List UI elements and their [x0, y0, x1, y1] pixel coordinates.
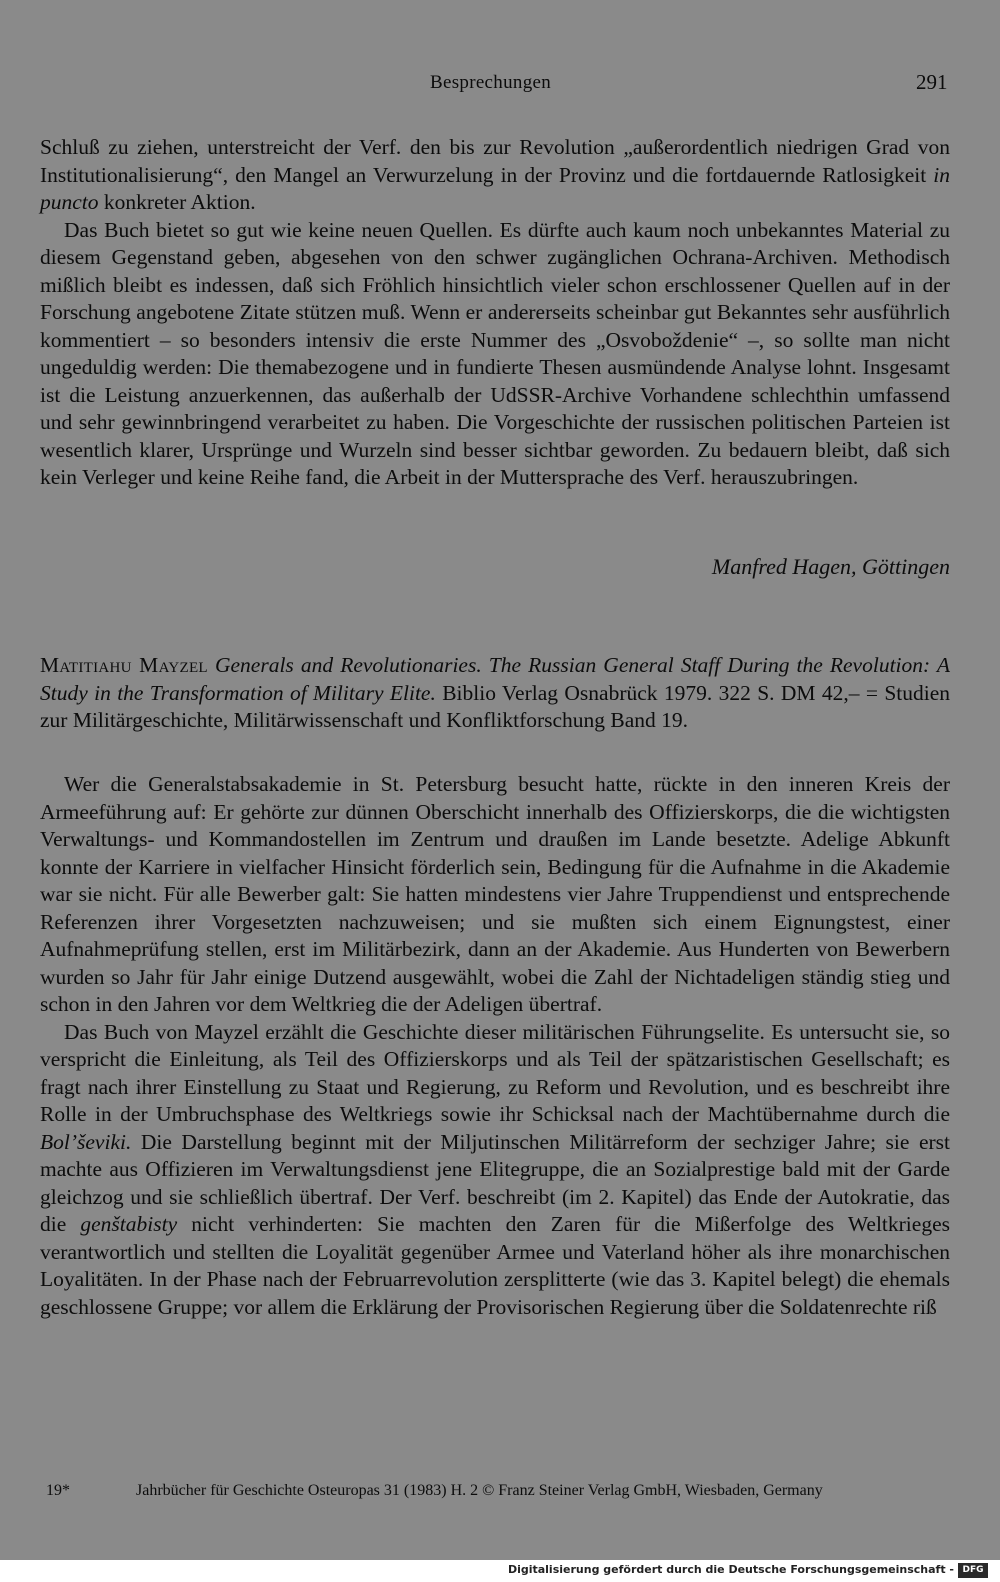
page-number: 291: [916, 70, 948, 94]
book-author: Matitiahu Mayzel: [40, 653, 208, 677]
digitization-credit: Digitalisierung gefördert durch die Deutsche Forschungsgemeinschaft -: [507, 1563, 954, 1576]
review-1-paragraph-1: Schluß zu ziehen, unterstreicht der Verf. den bis zur Revolution „außerordentlich niedrigen Grad von Institutionalisierung“, den Mangel an Verwurzelung in der Provinz und die fortdauernde Ratlosigkeit in puncto konkreter Aktion.: [40, 135, 950, 214]
book-details: Biblio Verlag Osnabrück 1979. 322 S. DM 42,– = Studien zur Militärgeschichte, Militärwissenschaft und Konfliktforschung Band 19.: [40, 680, 951, 732]
reviewer-signature: Manfred Hagen, Göttingen: [711, 554, 950, 579]
digitization-bar: [0, 1560, 1000, 1582]
page-footer: [46, 1482, 946, 1500]
review-2-paragraph-2: Das Buch von Mayzel erzählt die Geschichte dieser militärischen Führungselite. Es untersucht sie, so verspricht die Einleitung, als Teil des Offizierskorps und als Teil der spätzaristischen Gesellschaft; es fragt nach ihrer Einstellung zu Staat und Regierung, zu Reform und Revolution, und es beschreibt ihre Rolle in der Umbruchsphase des Weltkriegs sowie ihr Schicksal nach der Machtübernahme durch die Bol’ševiki. Die Darstellung beginnt mit der Miljutinschen Militärreform der sechziger Jahre; sie erst machte aus Offizieren im Verwaltungsdienst jene Elitegruppe, die an Sozialprestige bald mit der Garde gleichzog und sie schließlich übertraf. Der Verf. beschreibt (im 2. Kapitel) das Ende der Autokratie, das die genštabisty nicht verhinderten: Sie machten den Zaren für die Mißerfolge des Weltkrieges verantwortlich und stellten die Loyalität gegenüber Armee und Vaterland höher als ihre monarchischen Loyalitäten. In der Phase nach der Februarrevolution zersplitterte (wie das 3. Kapitel belegt) die ehemals geschlossene Gruppe; vor allem die Erklärung der Provisorischen Regierung über die Soldatenrechte riß: [40, 1019, 950, 1319]
book-title: Generals and Revolutionaries. The Russian General Staff During the Revolution: A Study in the Transformation of Military Elite.: [40, 653, 950, 705]
review-1-paragraph-2: Das Buch bietet so gut wie keine neuen Quellen. Es dürfte auch kaum noch unbekanntes Material zu diesem Gegenstand geben, abgesehen von den schwer zugänglichen Ochrana-Archiven. Methodisch mißlich bleibt es indessen, daß sich Fröhlich hinsichtlich vieler schon erschlossener Quellen auf in der Forschung angebotene Zitate stützen muß. Wenn er andererseits scheinbar gut Bekanntes sehr ausführlich kommentiert – so besonders intensiv die erste Nummer des „Osvoboždenie“ –, so sollte man nicht ungeduldig werden: Die themabezogene und in fundierte Thesen ausmündende Analyse lohnt. Insgesamt ist die Leistung anzuerkennen, das außerhalb der UdSSR-Archive Vorhandene schlechthin umfassend und sehr gewinnbringend verarbeitet zu haben. Die Vorgeschichte der russischen politischen Parteien ist wesentlich klarer, Ursprünge und Wurzeln sind besser sichtbar geworden. Zu bedauern bleibt, daß sich kein Verleger und keine Reihe fand, die Arbeit in der Muttersprache des Verf. herauszubringen.: [40, 217, 950, 489]
signature-mark: 19*: [46, 1482, 70, 1499]
running-head: Besprechungen: [430, 72, 552, 93]
dfg-logo: DFG: [958, 1563, 988, 1578]
review-2-paragraph-1: Wer die Generalstabsakademie in St. Petersburg besucht hatte, rückte in den inneren Kreis der Armeeführung auf: Er gehörte zur dünnen Oberschicht innerhalb des Offizierskorps, die die wichtigsten Verwaltungs- und Kommandostellen im Zentrum und draußen im Lande besetzte. Adelige Abkunft konnte der Karriere in vielfacher Hinsicht förderlich sein, Bedingung für die Aufnahme in die Akademie war sie nicht. Für alle Bewerber galt: Sie hatten mindestens vier Jahre Truppendienst und entsprechende Referenzen ihrer Vorgesetzten nachzuweisen; und sie mußten sich einem Eignungstest, einer Aufnahmeprüfung stellen, erst im Militärbezirk, dann an der Akademie. Aus Hunderten von Bewerbern wurden so Jahr für Jahr einige Dutzend ausgewählt, wobei die Zahl der Nichtadeligen ständig stieg und schon in den Jahren vor dem Weltkrieg die der Adeligen übertraf.: [40, 772, 950, 1016]
journal-line: Jahrbücher für Geschichte Osteuropas 31 (1983) H. 2 © Franz Steiner Verlag GmbH, Wiesbaden, Germany: [136, 1482, 823, 1499]
bibliographic-entry: [40, 652, 950, 735]
review-1-body: [40, 134, 950, 492]
review-2-body: [40, 771, 950, 1321]
